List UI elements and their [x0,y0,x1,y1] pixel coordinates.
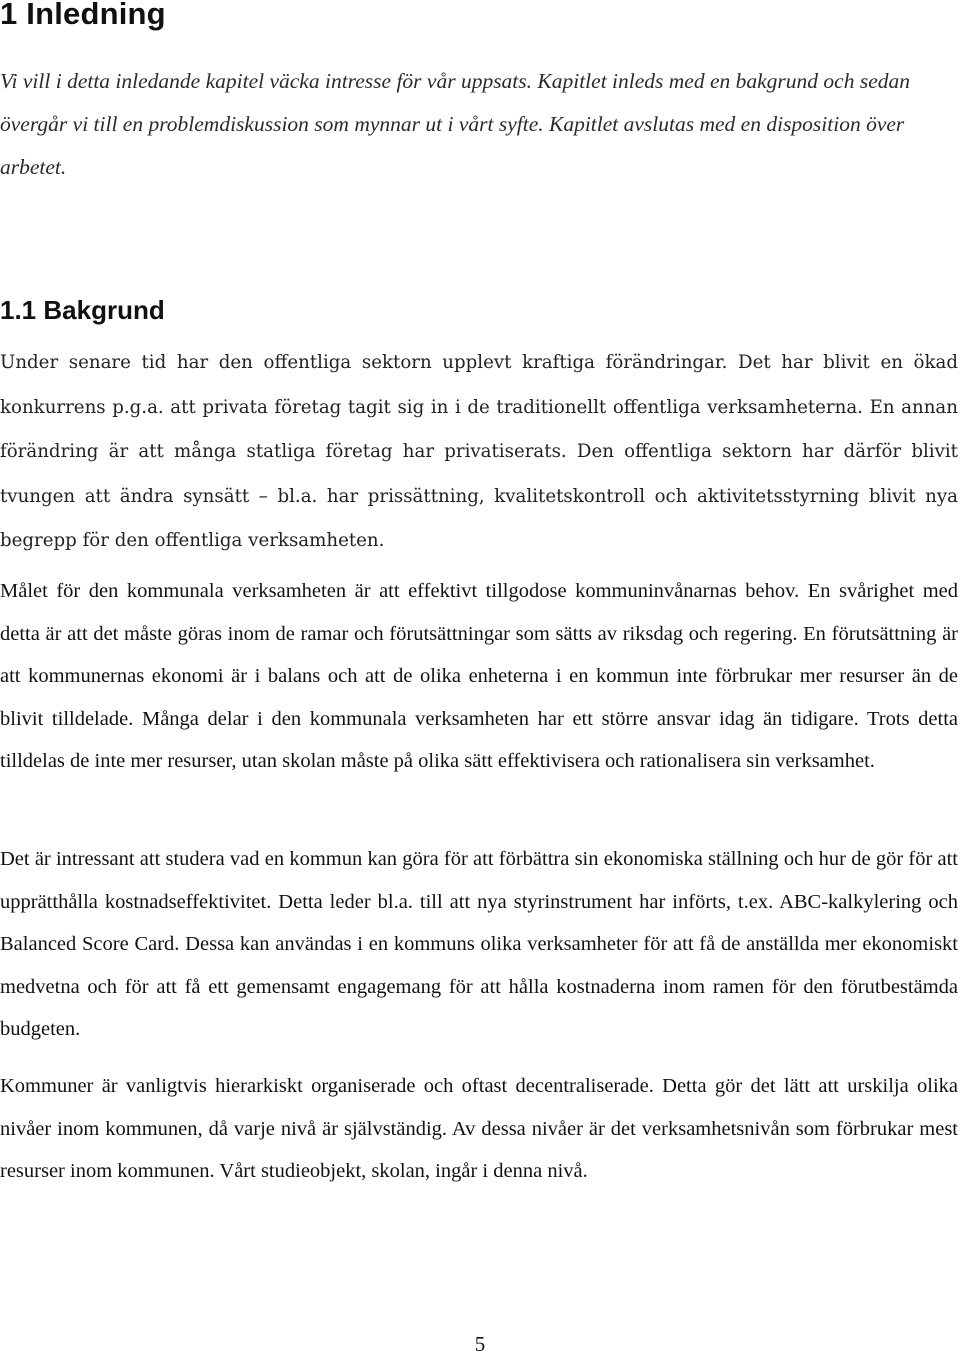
body-paragraph-1: Under senare tid har den offentliga sektorn upplevt kraftiga förändringar. Det har blivit en ökad konkurrens p.g.a. att privata företag tagit sig in i de traditionellt offentliga verksamheterna. En annan förändring är att många statliga företag har privatiserats. Den offentliga sektorn har därför blivit tvungen att ändra synsätt – bl.a. har prissättning, kvalitetskontroll och aktivitetsstyrning blivit nya begrepp för den offentliga verksamheten. [0,352,958,551]
body-paragraph-4: Kommuner är vanligtvis hierarkiskt organiserade och oftast decentraliserade. Detta gör det lätt att urskilja olika nivåer inom kommunen, då varje nivå är självständig. Av dessa nivåer är det verksamhetsnivån som förbrukar mest resurser inom kommunen. Vårt studieobjekt, skolan, ingår i denna nivå. [0,1075,958,1182]
body-paragraph-2: Målet för den kommunala verksamheten är att effektivt tillgodose kommuninvånarnas behov. En svårighet med detta är att det måste göras inom de ramar och förutsättningar som sätts av riksdag och regering. En förutsättning är att kommunernas ekonomi är i balans och att de olika enheterna i en kommun inte förbrukar mer resurser än de blivit tilldelade. Många delar i den kommunala verksamheten har ett större ansvar idag än tidigare. Trots detta tilldelas de inte mer resurser, utan skolan måste på olika sätt effektivisera och rationalisera sin verksamhet. [0,580,958,772]
section-heading: 1.1 Bakgrund [0,295,165,325]
body-paragraph-3: Det är intressant att studera vad en kommun kan göra för att förbättra sin ekonomiska ställning och hur de gör för att upprätthålla kostnadseffektivitet. Detta leder bl.a. till att nya styrinstrument har införts, t.ex. ABC-kalkylering och Balanced Score Card. Dessa kan användas i en kommuns olika verksamheter för att få de anställda mer ekonomiskt medvetna och för att få ett gemensamt engagemang för att hålla kostnaderna inom ramen för den förutbestämda budgeten. [0,848,958,1040]
chapter-heading: 1 Inledning [0,0,166,31]
page-number: 5 [474,1332,486,1356]
chapter-intro: Vi vill i detta inledande kapitel väcka intresse för vår uppsats. Kapitlet inleds med en bakgrund och sedan övergår vi till en problemdiskussion som mynnar ut i vårt syfte. Kapitlet avslutas med en disposition över arbetet. [0,69,911,179]
